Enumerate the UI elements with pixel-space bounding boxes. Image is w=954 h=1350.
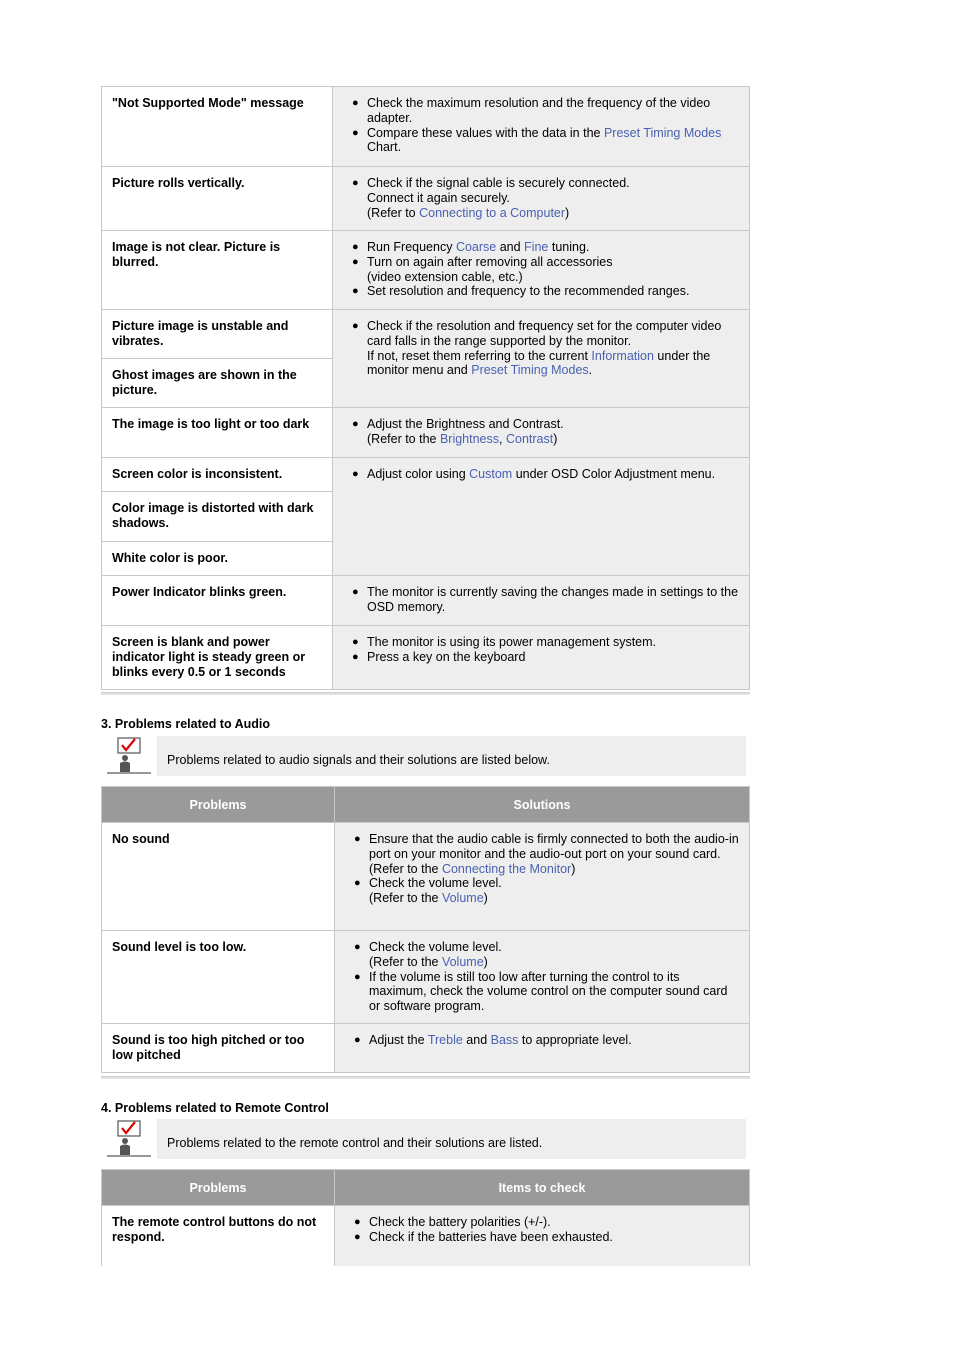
list-item: ● Check the volume level. (Refer to the Volume) (369, 940, 739, 970)
header-problems: Problems (102, 787, 335, 823)
remote-table (101, 1169, 750, 1266)
list-item: ● Check if the batteries have been exhausted. (369, 1230, 739, 1245)
connecting-computer-link[interactable]: Connecting to a Computer (419, 205, 566, 220)
list-item: ● The monitor is currently saving the changes made in settings to the OSD memory. (367, 585, 739, 615)
note-check-icon (107, 1119, 151, 1157)
treble-link[interactable]: Treble (427, 1033, 463, 1047)
remote-note (101, 1119, 746, 1159)
list-item: ● Turn on again after removing all accessories (video extension cable, etc.) (367, 255, 739, 285)
problem-cell: Ghost images are shown in the picture. (102, 359, 333, 408)
solution-cell (335, 931, 750, 1024)
contrast-link[interactable]: Contrast (505, 431, 554, 446)
header-items: Items to check (335, 1170, 750, 1206)
problem-cell: No sound (102, 823, 335, 931)
connecting-monitor-link[interactable]: Connecting the Monitor (441, 861, 572, 876)
volume-link[interactable]: Volume (441, 891, 484, 906)
divider (101, 692, 750, 695)
list-item: ● Set resolution and frequency to the recommended ranges. (367, 284, 739, 299)
problem-cell: Screen is blank and power indicator light is steady green or blinks every 0.5 or 1 seconds (102, 626, 333, 690)
list-item: ● Compare these values with the data in the Preset Timing Modes Chart. (367, 126, 739, 156)
section-title-remote: 4. Problems related to Remote Control (101, 1101, 329, 1115)
volume-link[interactable]: Volume (441, 954, 484, 969)
solution-cell (333, 231, 750, 310)
problem-cell: White color is poor. (102, 542, 333, 576)
preset-timing-link[interactable]: Preset Timing Modes (603, 125, 722, 140)
problem-cell: "Not Supported Mode" message (102, 87, 333, 167)
problem-cell: Picture rolls vertically. (102, 167, 333, 231)
brightness-link[interactable]: Brightness (439, 431, 500, 446)
solution-cell (333, 310, 750, 408)
problem-cell: Sound level is too low. (102, 931, 335, 1024)
header-problems: Problems (102, 1170, 335, 1206)
section-title-audio: 3. Problems related to Audio (101, 717, 271, 731)
solution-cell (333, 626, 750, 690)
list-item: ● Run Frequency Coarse and Fine tuning. (367, 240, 739, 255)
display-problems-table (101, 86, 750, 690)
solution-cell (333, 167, 750, 231)
custom-link[interactable]: Custom (469, 467, 513, 481)
list-item: ● Adjust the Treble and Bass to appropriate level. (369, 1033, 739, 1048)
audio-table (101, 786, 750, 1073)
solution-cell (333, 408, 750, 458)
divider (101, 1076, 750, 1079)
problem-cell: Picture image is unstable and vibrates. (102, 310, 333, 359)
solution-cell (333, 458, 750, 576)
problem-cell: Screen color is inconsistent. (102, 458, 333, 492)
list-item: ● Check if the resolution and frequency set for the computer video card falls in the range supported by the monitor. If not, reset them referring to the current Information under the monitor menu and Preset Timing Modes. (367, 319, 739, 378)
solution-cell (333, 576, 750, 626)
list-item: ● Check the maximum resolution and the frequency of the video adapter. (367, 96, 739, 126)
solution-cell (333, 87, 750, 167)
solution-cell (335, 823, 750, 931)
list-item: ● Press a key on the keyboard (367, 650, 739, 665)
problem-cell: Color image is distorted with dark shadows. (102, 492, 333, 542)
bass-link[interactable]: Bass (490, 1033, 519, 1047)
list-item: ● Check if the signal cable is securely connected. Connect it again securely. (Refer to Connecting to a Computer) (367, 176, 739, 220)
fine-link[interactable]: Fine (524, 240, 549, 254)
list-item: ● Check the battery polarities (+/-). (369, 1215, 739, 1230)
list-item: ● Ensure that the audio cable is firmly connected to both the audio-in port on your monitor and the audio-out port on your sound card. (Refer to the Connecting the Monitor) (369, 832, 739, 876)
audio-note (101, 736, 746, 776)
problem-cell: The remote control buttons do not respond. (102, 1206, 335, 1267)
list-item: ● If the volume is still too low after turning the control to its maximum, check the volume control on the computer sound card or software program. (369, 970, 739, 1014)
note-text: Problems related to audio signals and their solutions are listed below. (167, 753, 550, 767)
problem-cell: The image is too light or too dark (102, 408, 333, 458)
solution-cell (335, 1024, 750, 1073)
note-check-icon (107, 736, 151, 774)
list-item: ● Adjust color using Custom under OSD Color Adjustment menu. (367, 467, 739, 482)
problem-cell: Image is not clear. Picture is blurred. (102, 231, 333, 310)
solution-cell (335, 1206, 750, 1267)
problem-cell: Sound is too high pitched or too low pitched (102, 1024, 335, 1073)
problem-cell: Power Indicator blinks green. (102, 576, 333, 626)
information-link[interactable]: Information (591, 348, 654, 363)
list-item: ● The monitor is using its power management system. (367, 635, 739, 650)
header-solutions: Solutions (335, 787, 750, 823)
coarse-link[interactable]: Coarse (455, 240, 497, 254)
preset-timing-link[interactable]: Preset Timing Modes (471, 363, 589, 378)
list-item: ● Adjust the Brightness and Contrast. (Refer to the Brightness, Contrast) (367, 417, 739, 447)
note-text: Problems related to the remote control and their solutions are listed. (167, 1136, 543, 1150)
list-item: ● Check the volume level. (Refer to the Volume) (369, 876, 739, 906)
